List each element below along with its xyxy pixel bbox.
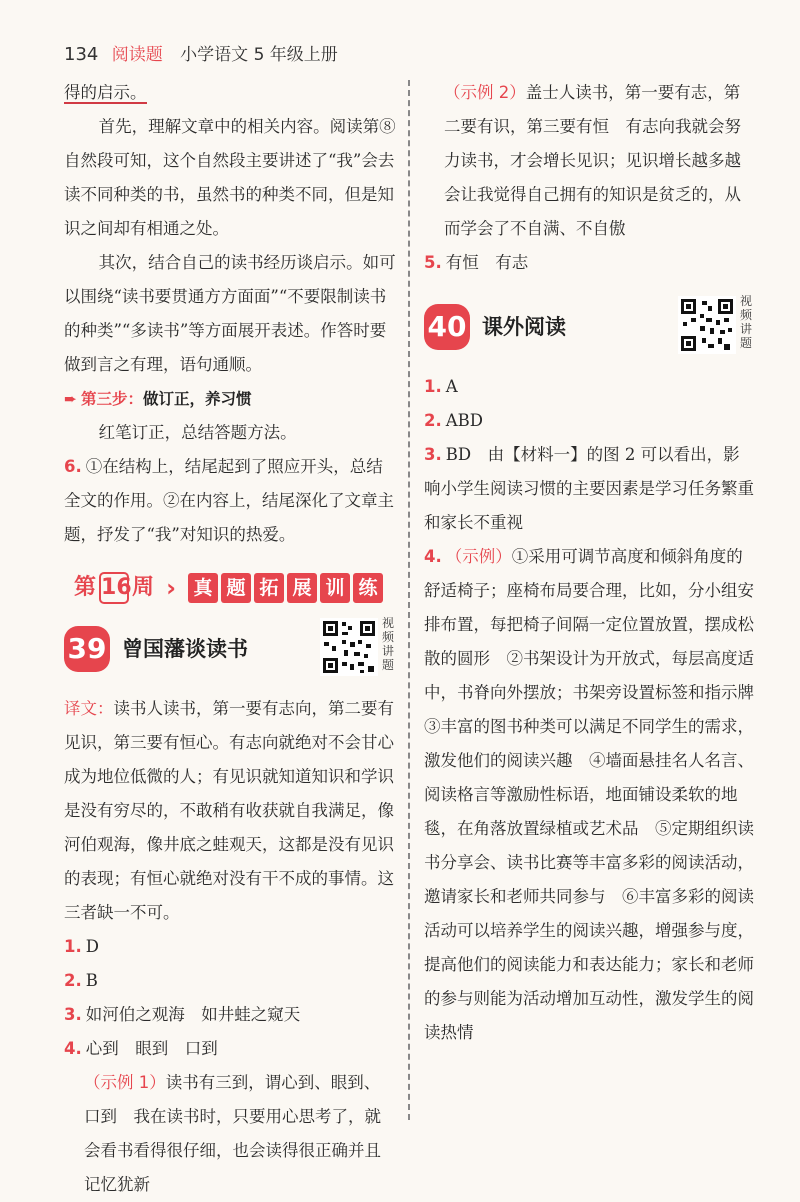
answer-text: B: [85, 971, 98, 990]
answer-text: D: [85, 937, 99, 956]
explanation-para-1: 首先，理解文章中的相关内容。阅读第⑧自然段可知，这个自然段主要讲述了“我”会去读不同种类的书，虽然书的种类不同，但是知识之间却有相通之处。: [64, 117, 396, 238]
answer-5: [424, 246, 754, 280]
page-number: 134: [64, 44, 99, 65]
answer-6: [64, 450, 396, 552]
answer-text: ABD: [445, 411, 484, 430]
right-column: [424, 76, 771, 1050]
banner-char: 展: [287, 573, 317, 603]
qr-code-icon[interactable]: [320, 618, 378, 676]
translation-label: 译文：: [64, 699, 114, 718]
answer-text: 心到 眼到 口到: [85, 1039, 218, 1058]
answer-number: 1.: [64, 937, 82, 956]
section-39-title: 曾国藩谈读书: [122, 637, 248, 661]
answer-text: 如河伯之观海 如井蛙之窥天: [85, 1005, 301, 1024]
intro-underlined: 得的启示。: [64, 83, 147, 102]
answer-4-text: ①采用可调节高度和倾斜角度的舒适椅子；座椅布局要合理，比如，分小组安排布置，每把椅子间隔一定位置放置，摆成松散的圆形 ②书架设计为开放式，每层高度适中，书脊向外摆放；书架旁设置标签和指示牌 ③丰富的图书种类可以满足不同学生的需求，激发他们的阅读兴趣 ④墙面悬挂名人名言、阅读格言等激励性标语，地面铺设柔软的地毯，在角落放置绿植或艺术品 ⑤定期组织读书分享会、读书比赛等丰富多彩的阅读活动，邀请家长和老师共同参与 ⑥丰富多彩的阅读活动可以培养学生的阅读兴趣，增强参与度，提高他们的阅读能力和表达能力；家长和老师的参与则能为活动增加互动性，激发学生的阅读热情: [424, 547, 771, 1042]
left-column: [64, 76, 396, 1202]
answer-text: A: [445, 377, 458, 396]
example-1-label: （示例 1）: [84, 1073, 166, 1092]
page-header: [64, 40, 338, 65]
book-title: 小学语文 5 年级上册: [180, 45, 338, 65]
answer-2: [64, 964, 396, 998]
answer-6-text: ①在结构上，结尾起到了照应开头，总结全文的作用。②在内容上，结尾深化了文章主题，抒发了“我”对知识的热爱。: [64, 457, 394, 544]
answer-4-number: 4.: [424, 547, 442, 566]
example-1-text: 读书有三到，谓心到、眼到、口到 我在读书时，只要用心思考了，就会看书看得很仔细，也会读得很正确并且记忆犹新: [84, 1073, 381, 1194]
section-39-header: [64, 616, 396, 682]
answer-5-number: 5.: [424, 253, 442, 272]
intro-line: [64, 76, 396, 110]
answer-5-text: 有恒 有志: [445, 253, 529, 272]
answer-3: [64, 998, 396, 1032]
banner-char: 练: [353, 573, 383, 603]
step-3-label: 第三步：: [81, 390, 144, 408]
answer-number: 2.: [64, 971, 82, 990]
category-label: 阅读题: [111, 45, 163, 65]
video-lecture-label: 视频讲题: [739, 294, 752, 350]
video-lecture-label: 视频讲题: [381, 616, 394, 672]
banner-char: 训: [320, 573, 350, 603]
answer-number: 2.: [424, 411, 442, 430]
answer-number: 3.: [424, 445, 442, 464]
answer-4: [64, 1032, 396, 1066]
section-40-badge: 40: [424, 304, 470, 350]
translation-para: [64, 692, 396, 930]
step-3-body: 红笔订正，总结答题方法。: [98, 423, 297, 442]
week-banner: [64, 568, 396, 608]
section-39-badge: 39: [64, 626, 110, 672]
answer-text: BD 由【材料一】的图 2 可以看出，影响小学生阅读习惯的主要因素是学习任务繁重和家长不重视: [424, 445, 754, 532]
answer-number: 1.: [424, 377, 442, 396]
step-3-title: 做订正，养习惯: [143, 390, 252, 408]
answer-1: [64, 930, 396, 964]
example-2-label: （示例 2）: [444, 83, 526, 102]
translation-text: 读书人读书，第一要有志向，第二要有见识，第三要有恒心。有志向就绝对不会甘心成为地位低微的人；有见识就知道知识和学识是没有穷尽的，不敢稍有收获就自我满足，像河伯观海，像井底之蛙观天，这都是没有见识的表现；有恒心就绝对没有干不成的事情。这三者缺一不可。: [64, 699, 394, 922]
banner-char: 题: [221, 573, 251, 603]
answer-2: [424, 404, 754, 438]
chevron-right-icon: ›: [166, 574, 176, 602]
banner-char: 拓: [254, 573, 284, 603]
banner-char: 真: [188, 573, 218, 603]
answer-4-example-label: （示例）: [445, 547, 512, 566]
explanation-para-2: 其次，结合自己的读书经历谈启示。如可以围绕“读书要贯通方方面面”“不要限制读书的种类”“多读书”等方面展开表述。作答时要做到言之有理，语句通顺。: [64, 253, 396, 374]
answer-6-number: 6.: [64, 457, 82, 476]
example-2: [424, 76, 754, 246]
example-1: [64, 1066, 396, 1202]
answer-3: [424, 438, 754, 540]
column-divider: [408, 80, 410, 1120]
step-3-heading: [64, 382, 396, 416]
answer-1: [424, 370, 754, 404]
week-suffix: 周: [132, 575, 155, 600]
arrow-right-icon: ➨: [64, 390, 77, 408]
section-40-title: 课外阅读: [482, 315, 566, 339]
week-prefix: 第: [74, 575, 97, 600]
answer-number: 4.: [64, 1039, 82, 1058]
answer-number: 3.: [64, 1005, 82, 1024]
week-number: 16: [99, 572, 129, 604]
qr-code-icon[interactable]: [678, 296, 736, 354]
section-40-header: [424, 294, 754, 360]
example-2-text: 盖士人读书，第一要有志，第二要有识，第三要有恒 有志向我就会努力读书，才会增长见识；见识增长越多越会让我觉得自己拥有的知识是贫乏的，从而学会了不自满、不自傲: [444, 83, 741, 238]
answer-4: [424, 540, 771, 1050]
